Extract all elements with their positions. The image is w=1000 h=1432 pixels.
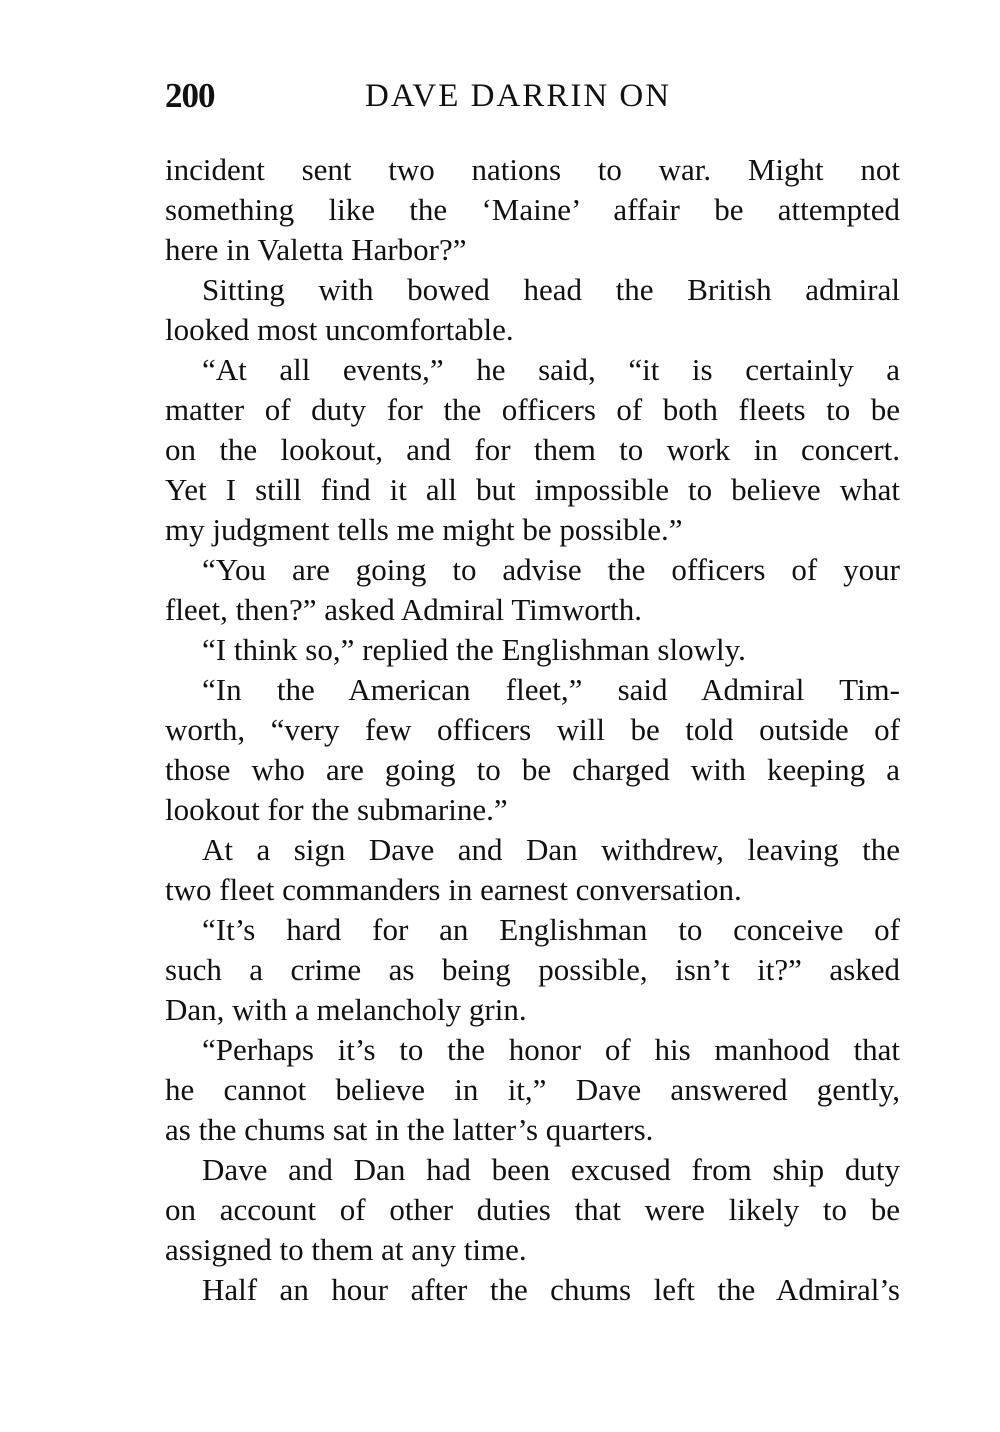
text-line: those who are going to be charged with keeping a xyxy=(165,752,900,787)
text-line: such a crime as being possible, isn’t it?” asked xyxy=(165,952,900,987)
text-line: “At all events,” he said, “it is certainly a xyxy=(202,352,900,387)
body-text xyxy=(165,150,900,1310)
text-line: At a sign Dave and Dan withdrew, leaving the xyxy=(202,832,900,867)
text-line: two fleet commanders in earnest conversation. xyxy=(165,872,742,907)
text-line: on the lookout, and for them to work in concert. xyxy=(165,432,900,467)
text-line: lookout for the submarine.” xyxy=(165,792,508,827)
text-line: “I think so,” replied the Englishman slowly. xyxy=(202,632,746,667)
text-line: “Perhaps it’s to the honor of his manhood that xyxy=(202,1032,900,1067)
text-line: Sitting with bowed head the British admiral xyxy=(202,272,900,307)
text-line: Dave and Dan had been excused from ship duty xyxy=(202,1152,900,1187)
text-line: as the chums sat in the latter’s quarters. xyxy=(165,1112,654,1147)
text-line: something like the ‘Maine’ affair be attempted xyxy=(165,192,900,227)
text-line: on account of other duties that were likely to be xyxy=(165,1192,900,1227)
text-line: assigned to them at any time. xyxy=(165,1232,527,1267)
text-line: he cannot believe in it,” Dave answered gently, xyxy=(165,1072,900,1107)
text-line: incident sent two nations to war. Might not xyxy=(165,152,900,187)
text-line: fleet, then?” asked Admiral Timworth. xyxy=(165,592,642,627)
page-number: 200 xyxy=(165,76,215,115)
text-line: matter of duty for the officers of both fleets to be xyxy=(165,392,900,427)
text-line: worth, “very few officers will be told outside of xyxy=(165,712,900,747)
text-line: “In the American fleet,” said Admiral Tim- xyxy=(202,672,900,707)
text-line: Half an hour after the chums left the Admiral’s xyxy=(202,1272,900,1307)
text-line: Dan, with a melancholy grin. xyxy=(165,992,527,1027)
text-line: “It’s hard for an Englishman to conceive of xyxy=(202,912,900,947)
text-line: here in Valetta Harbor?” xyxy=(165,232,467,267)
text-line: looked most uncomfortable. xyxy=(165,312,514,347)
text-line: my judgment tells me might be possible.” xyxy=(165,512,683,547)
text-line: Yet I still find it all but impossible to believe what xyxy=(165,472,900,507)
running-title: DAVE DARRIN ON xyxy=(365,78,672,114)
text-line: “You are going to advise the officers of your xyxy=(202,552,900,587)
running-head xyxy=(165,76,900,124)
